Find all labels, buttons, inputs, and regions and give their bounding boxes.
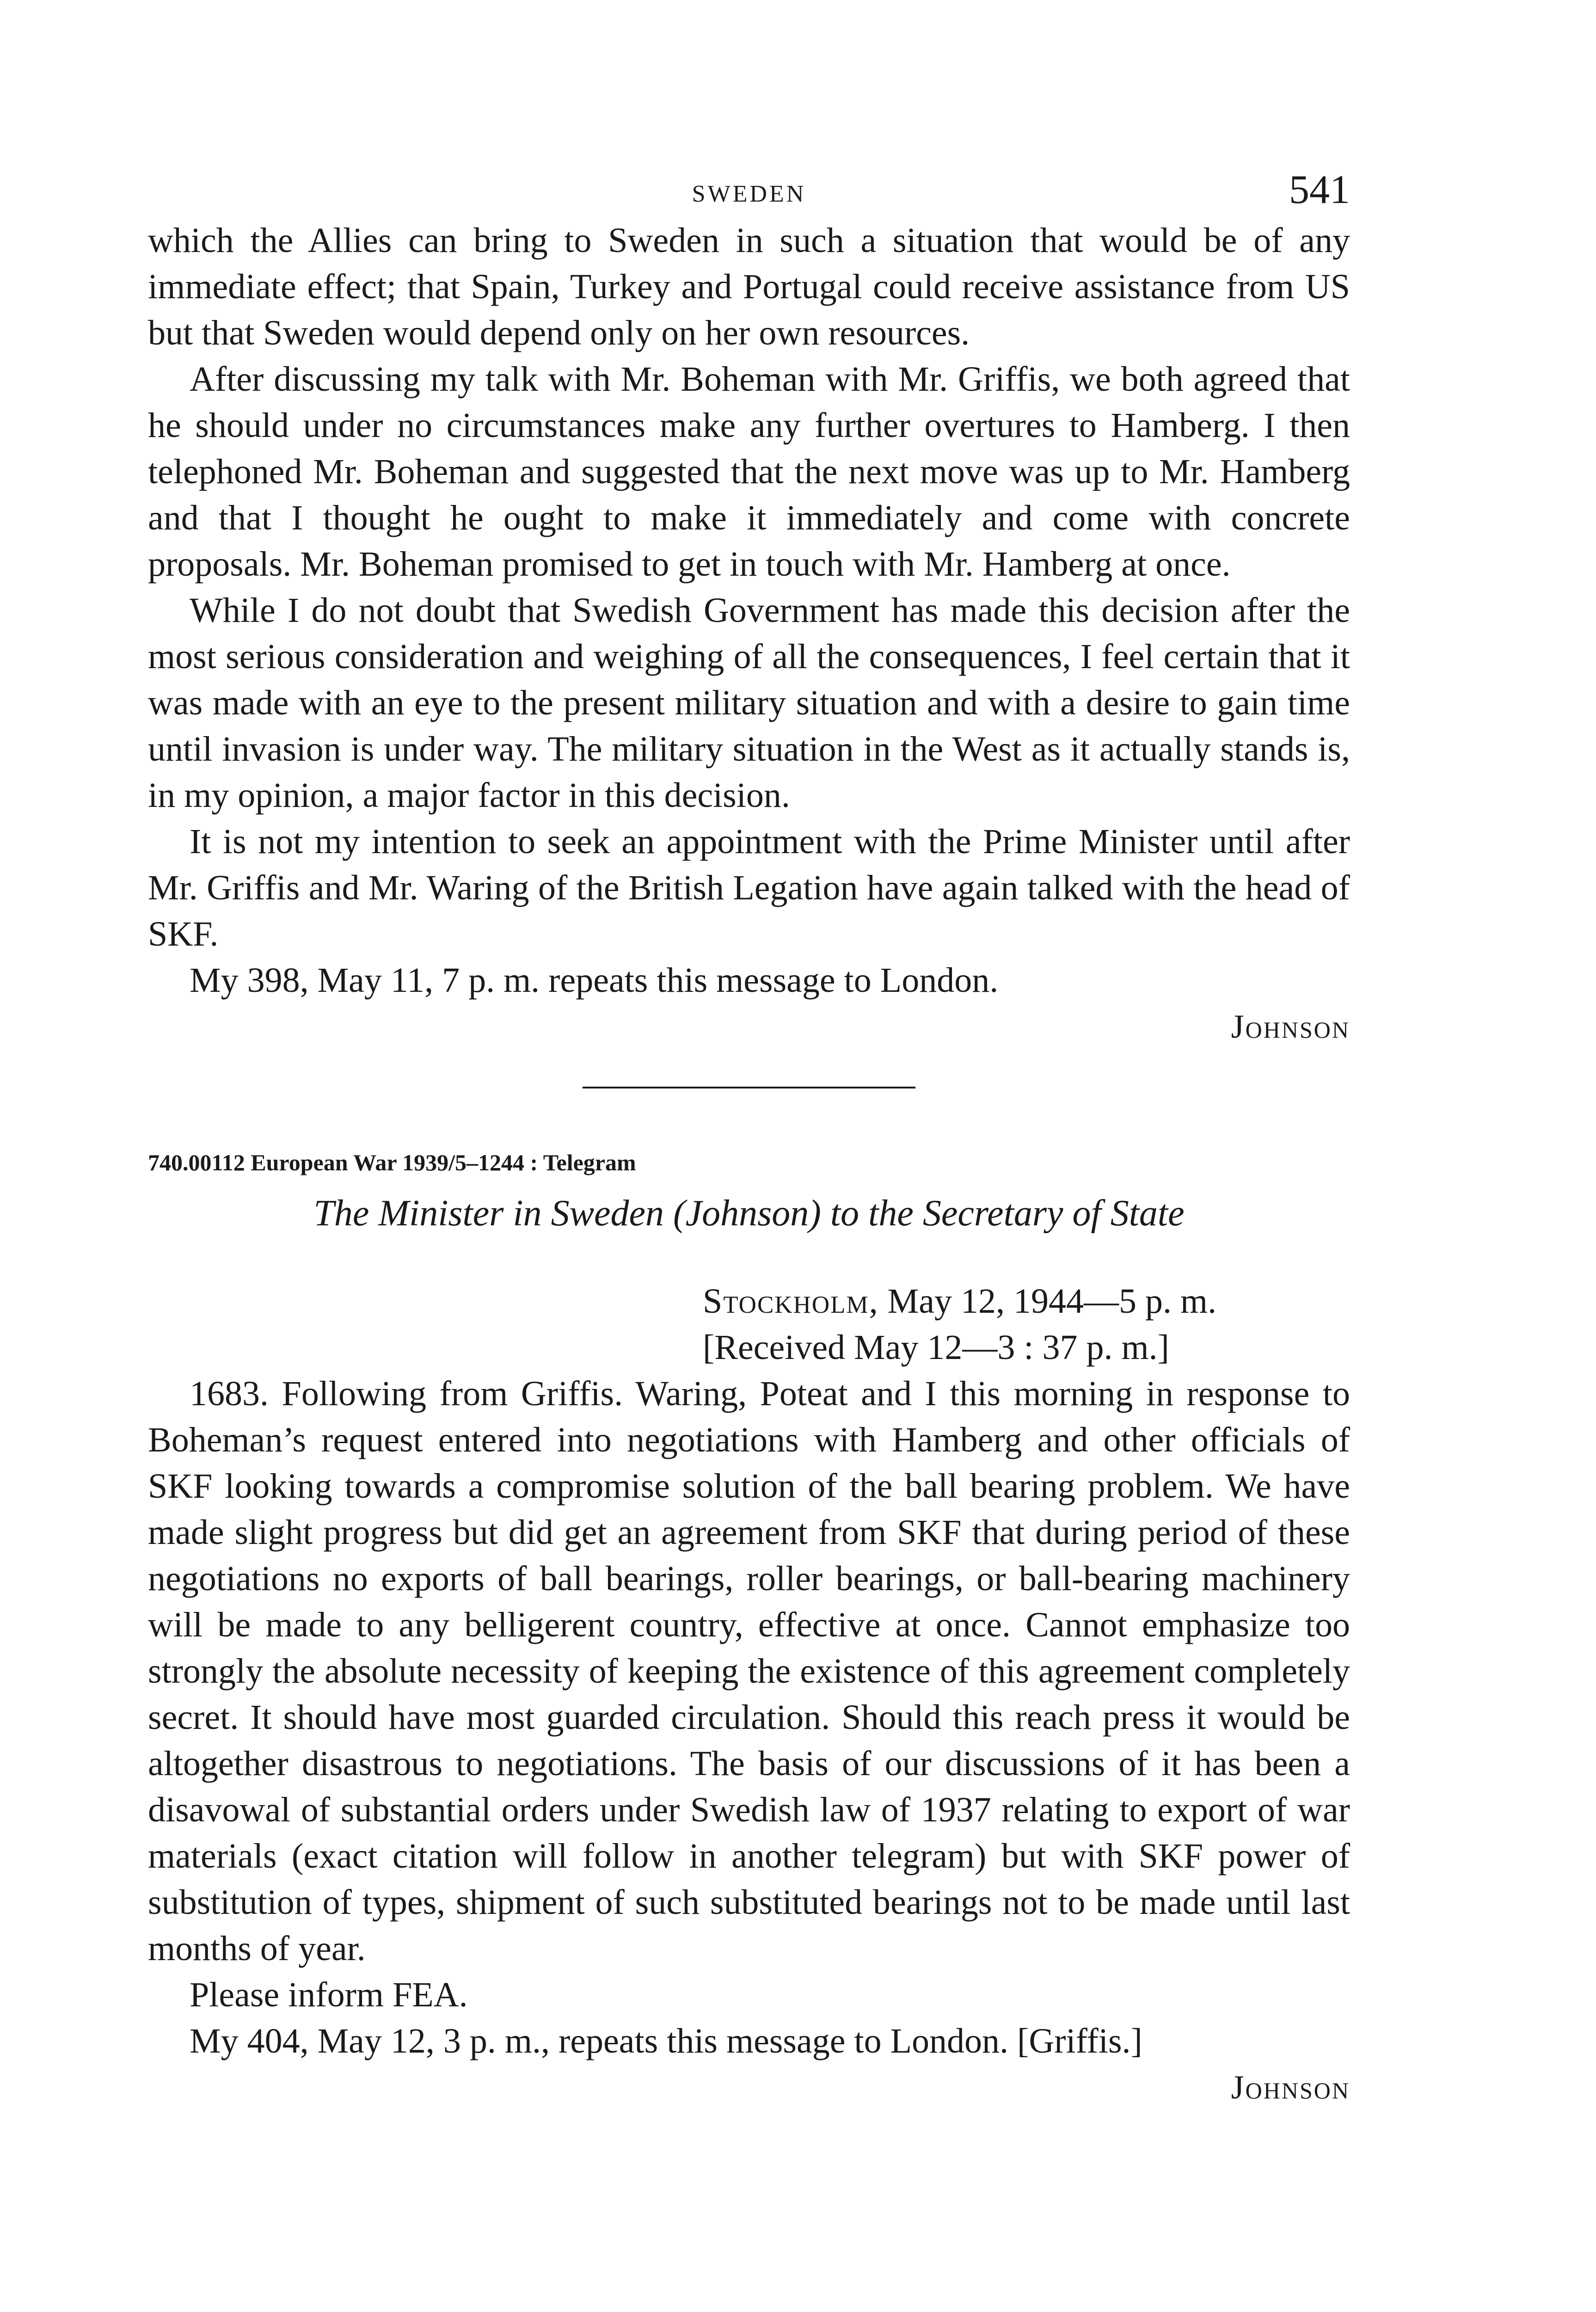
paragraph-repeat-london: My 398, May 11, 7 p. m. repeats this message to London. — [190, 961, 999, 1000]
paragraph-swedish-decision: While I do not doubt that Swedish Government has made this decision after the most serious consideration and weighing of all the consequences, I feel certain that it was made with an eye to the present military situation and with a desire to gain time until invasion is under way. The military situation in the West as it actually stands is, in my opinion, a major factor in this decision. — [148, 591, 1350, 815]
running-title: SWEDEN — [692, 181, 806, 207]
paragraph-prime-minister: It is not my intention to seek an appointment with the Prime Minister until after Mr. Griffis and Mr. Waring of the British Legation have again talked with the head of SKF. — [148, 822, 1350, 953]
signature-johnson-2: Johnson — [1231, 2069, 1350, 2106]
document-title: The Minister in Sweden (Johnson) to the Secretary of State — [313, 1193, 1185, 1234]
paragraph-inform-fea: Please inform FEA. — [190, 1975, 468, 2014]
paragraph-continuation: which the Allies can bring to Sweden in such a situation that would be of any immediate effect; that Spain, Turkey and Portugal could receive assistance from US but that Sweden would depend only on her own resources. — [148, 221, 1350, 352]
paragraph-telegram-body: 1683. Following from Griffis. Waring, Poteat and I this morning in response to Boheman’s request entered into negotiations with Hamberg and other officials of SKF looking towards a compromise solution of the ball bearing problem. We have made slight progress but did get an agreement from SKF that during period of these negotiations no exports of ball bearings, roller bearings, or ball-bearing machinery will be made to any belligerent country, effective at once. Cannot emphasize too strongly the absolute necessity of keeping the existence of this agreement completely secret. It should have most guarded circulation. Should this reach press it would be altogether disastrous to negotiations. The basis of our discussions of it has been a disavowal of substantial orders under Swedish law of 1937 relating to export of war materials (exact citation will follow in another telegram) but with SKF power of substitution of types, shipment of such substituted bearings not to be made until last months of year. — [148, 1374, 1350, 1968]
running-head — [148, 166, 1350, 217]
page-number: 541 — [1289, 167, 1350, 212]
dateline-place: Stockholm, — [703, 1282, 879, 1321]
dateline-date: May 12, 1944—5 p. m. — [887, 1282, 1217, 1321]
section-divider — [583, 1087, 915, 1088]
paragraph-repeat-london-2: My 404, May 12, 3 p. m., repeats this message to London. [Griffis.] — [190, 2022, 1142, 2060]
paragraph-boheman-discussion: After discussing my talk with Mr. Boheman with Mr. Griffis, we both agreed that he should under no circumstances make any further overtures to Hamberg. I then telephoned Mr. Boheman and suggested that the next move was up to Mr. Hamberg and that I thought he ought to make it immediately and come with concrete proposals. Mr. Boheman promised to get in touch with Mr. Hamberg at once. — [148, 360, 1350, 584]
document-page — [148, 166, 1350, 2110]
received-line: [Received May 12—3 : 37 p. m.] — [703, 1328, 1169, 1367]
file-reference: 740.00112 European War 1939/5–1244 : Telegram — [148, 1150, 636, 1175]
signature-johnson-1: Johnson — [1231, 1008, 1350, 1045]
dateline — [703, 1278, 1350, 1324]
